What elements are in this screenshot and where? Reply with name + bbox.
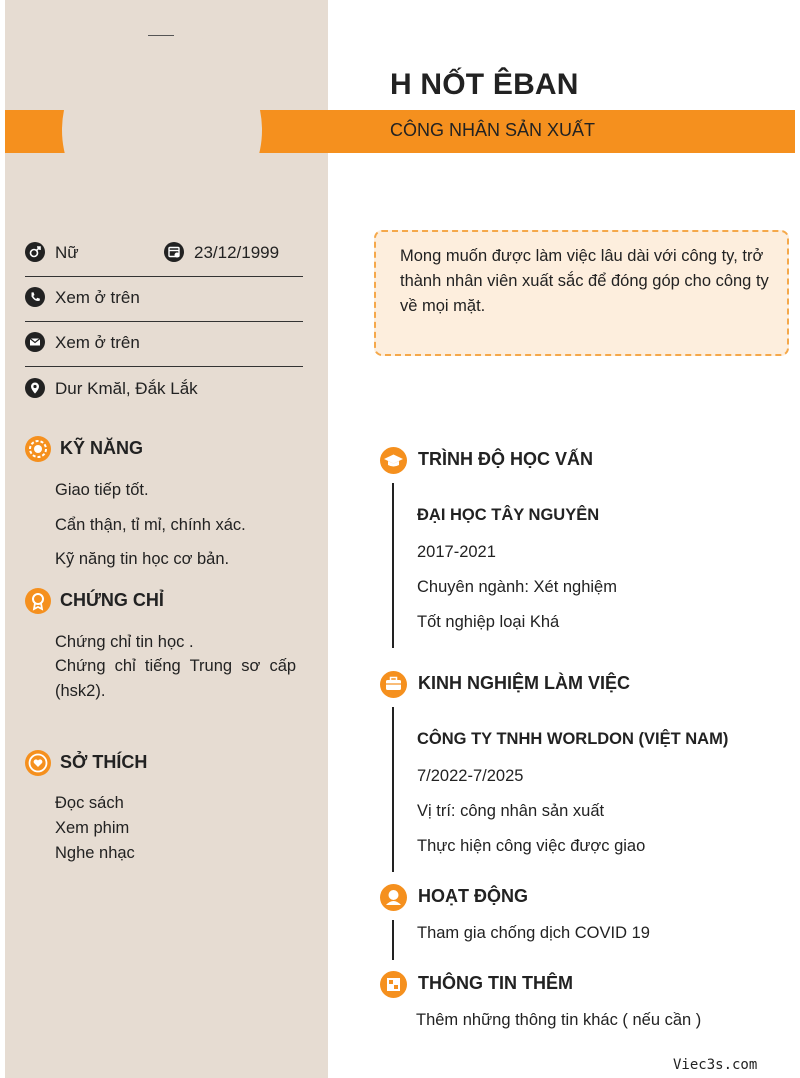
additional-item: Thêm những thông tin khác ( nếu cần ) xyxy=(416,1011,702,1029)
contact-row-phone xyxy=(25,277,303,322)
experience-task: Thực hiện công việc được giao xyxy=(417,837,646,855)
graduation-icon xyxy=(380,447,407,474)
contact-row-gender-birthdate xyxy=(25,232,303,277)
activities-title: HOẠT ĐỘNG xyxy=(418,886,528,906)
hobby-item: Nghe nhạc xyxy=(55,844,135,862)
certificate-item: Chứng chỉ tin học . xyxy=(55,633,194,651)
phone-icon xyxy=(25,287,45,307)
hobby-item: Đọc sách xyxy=(55,794,124,812)
phone-value: Xem ở trên xyxy=(55,288,140,307)
skills-icon xyxy=(25,436,51,462)
career-objective: Mong muốn được làm việc lâu dài với công ty, trở thành nhân viên xuất sắc để đóng góp cho công ty về mọi mặt. xyxy=(374,230,789,356)
hobby-item: Xem phim xyxy=(55,819,130,837)
birthdate-value: 23/12/1999 xyxy=(194,243,280,262)
education-school: ĐẠI HỌC TÂY NGUYÊN xyxy=(417,506,600,524)
location-icon xyxy=(25,378,45,398)
certificate-icon xyxy=(25,588,51,614)
education-period: 2017-2021 xyxy=(417,543,496,561)
gender-value: Nữ xyxy=(55,243,79,262)
skill-item: Kỹ năng tin học cơ bản. xyxy=(55,550,230,568)
hobbies-title: SỞ THÍCH xyxy=(60,752,148,772)
footer-watermark[interactable]: Viec3s.com xyxy=(673,1057,758,1073)
education-grade: Tốt nghiệp loại Khá xyxy=(417,613,560,631)
education-timeline xyxy=(392,483,394,648)
contact-row-address xyxy=(25,368,303,412)
experience-title: KINH NGHIỆM LÀM VIỆC xyxy=(418,673,631,693)
experience-period: 7/2022-7/2025 xyxy=(417,767,524,785)
job-title: CÔNG NHÂN SẢN XUẤT xyxy=(390,120,596,140)
contact-row-email xyxy=(25,322,303,367)
calendar-icon xyxy=(164,242,184,262)
skill-item: Cẩn thận, tỉ mỉ, chính xác. xyxy=(55,516,246,534)
info-icon xyxy=(380,971,407,998)
activities-timeline xyxy=(392,920,394,960)
profile-photo xyxy=(62,30,262,230)
experience-timeline xyxy=(392,707,394,872)
education-major: Chuyên ngành: Xét nghiệm xyxy=(417,578,617,596)
certificate-item: Chứng chỉ tiếng Trung sơ cấp xyxy=(55,657,297,675)
email-value: Xem ở trên xyxy=(55,333,140,352)
experience-company: CÔNG TY TNHH WORLDON (VIỆT NAM) xyxy=(417,730,729,748)
address-value: Dur Kmăl, Đắk Lắk xyxy=(55,379,198,398)
certificates-title: CHỨNG CHỈ xyxy=(60,590,164,610)
heart-icon xyxy=(25,750,51,776)
education-title: TRÌNH ĐỘ HỌC VẤN xyxy=(418,449,593,469)
certificate-item-cont: (hsk2). xyxy=(55,682,106,700)
additional-title: THÔNG TIN THÊM xyxy=(418,973,573,993)
briefcase-icon xyxy=(380,671,407,698)
activity-item: Tham gia chống dịch COVID 19 xyxy=(417,924,650,942)
skill-item: Giao tiếp tốt. xyxy=(55,481,149,499)
experience-position: Vị trí: công nhân sản xuất xyxy=(417,802,605,820)
skills-title: KỸ NĂNG xyxy=(60,438,144,458)
email-icon xyxy=(25,332,45,352)
candidate-name: H NỐT ÊBAN xyxy=(390,68,579,101)
gender-icon xyxy=(25,242,45,262)
activity-icon xyxy=(380,884,407,911)
photo-mark xyxy=(148,35,174,36)
